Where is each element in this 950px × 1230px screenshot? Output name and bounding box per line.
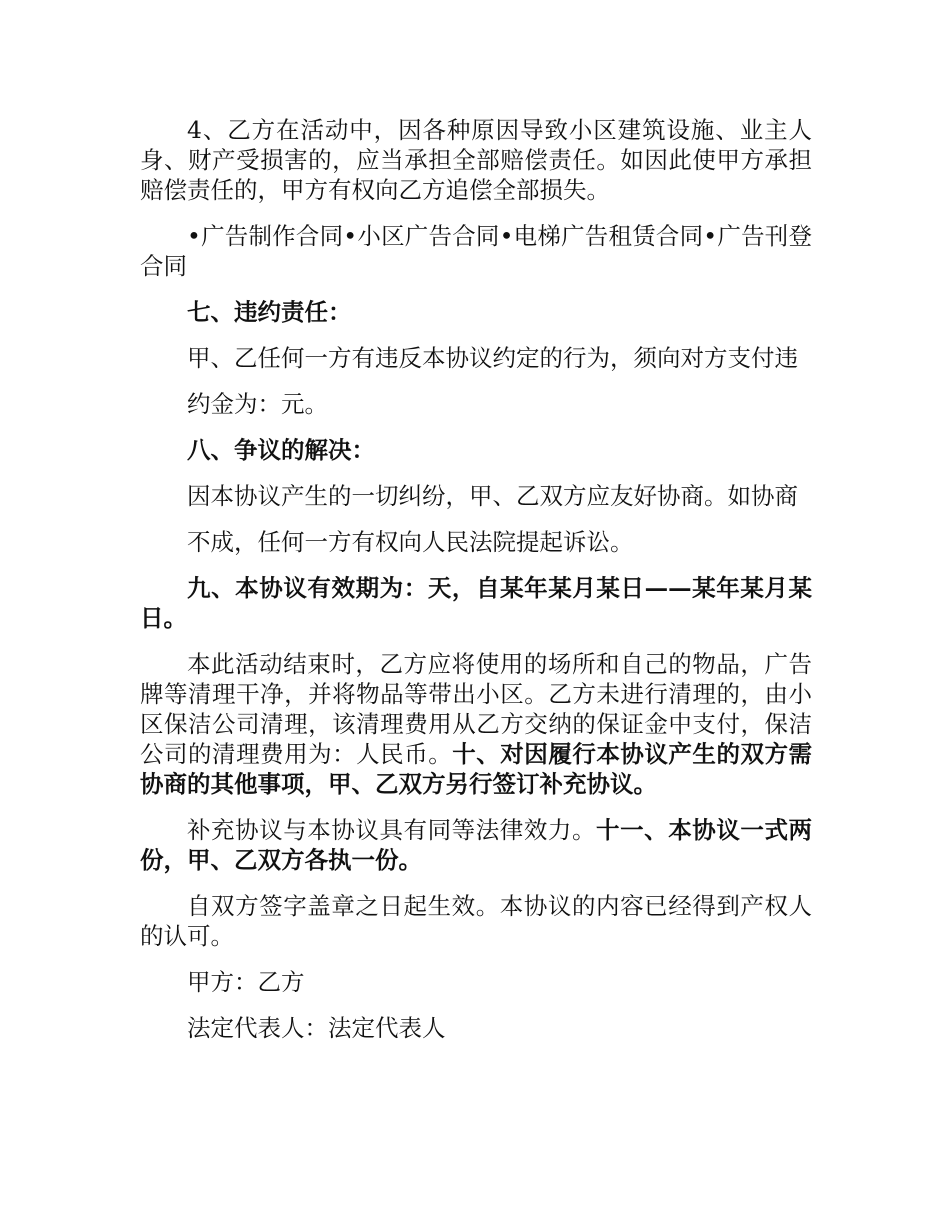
section-10-heading: 十、对因履行本协议产生的双方需协商的其他事项，甲、乙双方另行签订补充协议。 bbox=[140, 740, 813, 798]
supplement-paragraph bbox=[140, 815, 812, 875]
penalty-paragraph: 约金为：元。 bbox=[187, 390, 328, 418]
related-contracts-list: •广告制作合同•小区广告合同•电梯广告租赁合同•广告刊登合同 bbox=[140, 222, 812, 280]
clause-4-paragraph: 4、乙方在活动中，因各种原因导致小区建筑设施、业主人身、财产受损害的，应当承担全部赔偿责任。如因此使甲方承担赔偿责任的，甲方有权向乙方追偿全部损失。 bbox=[140, 116, 812, 204]
representatives-line: 法定代表人：法定代表人 bbox=[187, 1014, 446, 1042]
parties-line: 甲方：乙方 bbox=[187, 968, 305, 996]
dispute-paragraph: 因本协议产生的一切纠纷，甲、乙双方应友好协商。如协商 bbox=[187, 482, 798, 510]
section-9-heading: 九、本协议有效期为：天，自某年某月某日——某年某月某日。 bbox=[140, 574, 812, 632]
cleanup-paragraph bbox=[140, 649, 812, 799]
effective-paragraph: 自双方签字盖章之日起生效。本协议的内容已经得到产权人的认可。 bbox=[140, 892, 812, 950]
litigation-paragraph: 不成，任何一方有权向人民法院提起诉讼。 bbox=[187, 528, 634, 556]
section-8-heading: 八、争议的解决： bbox=[187, 436, 375, 464]
section-11-heading: 十一、本协议一式两份，甲、乙双方各执一份。 bbox=[140, 816, 813, 874]
document-page bbox=[140, 115, 812, 1059]
cleanup-text: 本此活动结束时，乙方应将使用的场所和自己的物品，广告牌等清理干净，并将物品等带出小区。乙方未进行清理的，由小区保洁公司清理，该清理费用从乙方交纳的保证金中支付，保洁公司的清理费用为：人民币。 bbox=[140, 650, 812, 768]
section-7-heading: 七、违约责任： bbox=[187, 298, 352, 326]
supplement-text: 补充协议与本协议具有同等法律效力。 bbox=[187, 816, 597, 844]
breach-paragraph: 甲、乙任何一方有违反本协议约定的行为，须向对方支付违 bbox=[187, 344, 798, 372]
